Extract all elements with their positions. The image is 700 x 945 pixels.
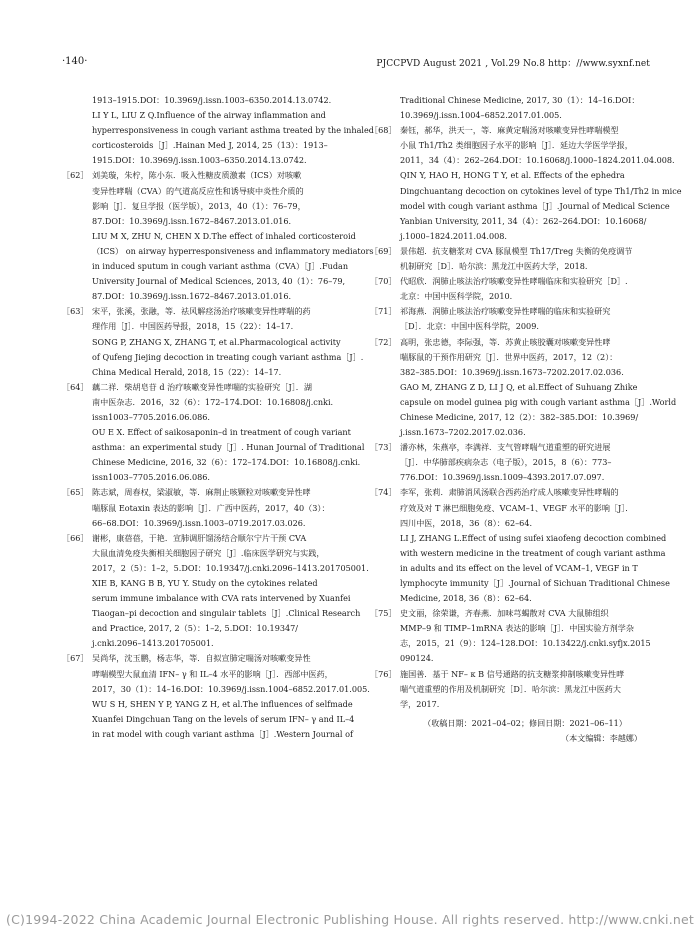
reference-line: Chinese Medicine, 2016, 32（6）：172–174.DOI：10.16808/j.cnki. xyxy=(92,457,361,468)
reference-line: 代昭欣．润肺止咳法治疗咳嗽变异性哮喘临床和实验研究［D］. xyxy=(400,276,628,287)
reference-number: ［64］ xyxy=(62,381,89,392)
received-dates: （收稿日期：2021–04–02；修回日期：2021–06–11） xyxy=(423,717,627,728)
reference-line: QIN Y, HAO H, HONG T Y, et al. Effects of the ephedra xyxy=(400,170,625,181)
reference-line: and Practice, 2017, 2（5）：1–2, 5.DOI：10.19347/ xyxy=(92,623,299,634)
reference-entry xyxy=(62,531,369,652)
reference-line: Medicine, 2018, 36（8）：62–64. xyxy=(400,593,532,604)
reference-line: 施国善．基于 NF– κ B 信号通路的抗支糖浆抑制咳嗽变异性哮 xyxy=(400,668,625,679)
reference-line: China Medical Herald, 2018, 15（22）：14–17. xyxy=(92,366,282,377)
reference-entry xyxy=(370,485,670,606)
reference-entry xyxy=(370,304,650,334)
reference-line: 小鼠 Th1/Th2 类细胞因子水平的影响［J］．延边大学医学学报， xyxy=(400,140,633,151)
reference-entry xyxy=(370,606,650,666)
reference-line: 1915.DOI：10.3969/j.issn.1003–6350.2014.13.0742. xyxy=(92,155,307,166)
reference-line: 景伟超．抗支糖浆对 CVA 豚鼠模型 Th17/Treg 失衡的免疫调节 xyxy=(400,245,633,256)
page-header xyxy=(0,56,700,72)
left-reference-column xyxy=(62,93,374,742)
page-number: ·140· xyxy=(62,56,88,67)
reference-number: ［72］ xyxy=(370,336,397,347)
reference-line: （ICS） on airway hyperresponsiveness and inflammatory mediators xyxy=(92,245,374,256)
reference-line: in adults and its effect on the level of VCAM–1, VEGF in T xyxy=(400,562,638,573)
reference-line: LI Y L, LIU Z Q.Influence of the airway inflammation and xyxy=(92,110,326,121)
reference-line: asthma：an experimental study［J］. Hunan Journal of Traditional xyxy=(92,442,365,453)
reference-line: 高明，张忠德，李际强，等．苏黄止咳胶囊对咳嗽变异性哮 xyxy=(400,336,611,347)
reference-number: ［75］ xyxy=(370,608,397,619)
reference-line: 志，2015，21（9）：124–128.DOI：10.13422/j.cnki.syfjx.2015 xyxy=(400,638,651,649)
reference-entry xyxy=(370,274,650,304)
reference-line: in induced sputum in cough variant asthma（CVA）［J］.Fudan xyxy=(92,261,349,272)
reference-entry xyxy=(62,380,365,486)
reference-number: ［62］ xyxy=(62,170,89,181)
reference-line: serum immune imbalance with CVA rats intervened by Xuanfei xyxy=(92,593,351,604)
reference-line: 机制研究［D］．哈尔滨：黑龙江中医药大学，2018. xyxy=(400,261,588,272)
reference-line: j.1000–1824.2011.04.008. xyxy=(400,230,507,241)
reference-number: ［74］ xyxy=(370,487,397,498)
reference-line: 哮喘模型大鼠血清 IFN– γ 和 IL–4 水平的影响［J］．西部中医药， xyxy=(92,668,333,679)
reference-line: ［J］．中华肺部疾病杂志（电子版），2015，8（6）：773– xyxy=(400,457,612,468)
reference-entry xyxy=(62,651,370,742)
reference-entry xyxy=(370,244,650,274)
reference-line: j.issn.1673–7202.2017.02.036. xyxy=(400,427,526,438)
editor-credit: （本文编辑：李越娜） xyxy=(561,732,642,743)
reference-line: 疗效及对 T 淋巴细胞免疫、VCAM–1、VEGF 水平的影响［J］． xyxy=(400,502,634,513)
reference-line: 宋平，张溪，张融，等．祛风解痉汤治疗咳嗽变异性哮喘的药 xyxy=(92,306,311,317)
reference-line: 潘亦林，朱燕亭，李满祥．支气管哮喘气道重塑的研究进展 xyxy=(400,442,611,453)
right-reference-list xyxy=(370,93,682,712)
reference-number: ［67］ xyxy=(62,653,89,664)
reference-entry xyxy=(370,123,682,244)
reference-line: 秦钰，郝华，洪天一，等．麻黄定喘汤对咳嗽变异性哮喘模型 xyxy=(400,125,619,136)
reference-line: 090124. xyxy=(400,653,434,664)
reference-entry xyxy=(62,304,362,379)
reference-number: ［66］ xyxy=(62,532,89,543)
reference-line: Traditional Chinese Medicine, 2017, 30（1）：14–16.DOI： xyxy=(400,95,640,105)
reference-line: LIU M X, ZHU N, CHEN X D.The effect of inhaled corticosteroid xyxy=(92,230,356,241)
reference-line: corticosteroids［J］.Hainan Med J, 2014, 25（13）：1913– xyxy=(92,140,328,151)
reference-line: 祁海燕．润肺止咳法治疗咳嗽变异性哮喘的临床和实验研究 xyxy=(400,306,611,317)
reference-line: 776.DOI：10.3969/j.issn.1009–4393.2017.07.097. xyxy=(400,472,605,483)
reference-line: 陈志斌，周春权，梁淑敏，等．麻荆止咳颗粒对咳嗽变异性哮 xyxy=(92,487,311,498)
reference-line: 87.DOI：10.3969/j.issn.1672–8467.2013.01.016. xyxy=(92,291,292,302)
reference-line: 吴尚华，沈玉鹏，杨志华，等．自拟宣肺定喘汤对咳嗽变异性 xyxy=(92,653,311,664)
reference-line: 四川中医，2018，36（8）：62–64. xyxy=(400,517,533,528)
reference-line: 李军，张莉．肃肺消风汤联合西药治疗成人咳嗽变异性哮喘的 xyxy=(400,487,619,498)
reference-line: 南中医杂志．2016，32（6）：172–174.DOI：10.16808/j.cnki. xyxy=(92,396,334,407)
reference-line: 66–68.DOI：10.3969/j.issn.1003–0719.2017.03.026. xyxy=(92,517,306,528)
reference-line: 2011，34（4）：262–264.DOI：10.16068/j.1000–1824.2011.04.008. xyxy=(400,155,675,166)
reference-line: model with cough variant asthma［J］.Journal of Medical Science xyxy=(400,200,670,211)
reference-line: 10.3969/j.issn.1004–6852.2017.01.005. xyxy=(400,110,562,121)
reference-line: OU E X. Effect of saikosaponin–d in treatment of cough variant xyxy=(92,427,351,438)
reference-line: 382–385.DOI：10.3969/j.issn.1673–7202.2017.02.036. xyxy=(400,366,624,377)
reference-line: hyperresponsiveness in cough variant asthma treated by the inhaled xyxy=(92,125,374,136)
reference-entry xyxy=(62,485,362,530)
reference-line: 喘豚鼠 Eotaxin 表达的影响［J］．广西中医药，2017，40（3）： xyxy=(92,502,330,513)
reference-number: ［76］ xyxy=(370,668,397,679)
reference-line: lymphocyte immunity［J］.Journal of Sichuan Traditional Chinese xyxy=(400,578,670,588)
reference-line: j.cnki.2096–1413.201705001. xyxy=(92,638,214,649)
reference-line: 大鼠血清免疫失衡相关细胞因子研究［J］.临床医学研究与实践， xyxy=(92,547,325,558)
reference-entry xyxy=(370,335,677,441)
right-reference-column xyxy=(370,93,682,746)
reference-entry xyxy=(370,667,650,712)
reference-line: 87.DOI：10.3969/j.issn.1672–8467.2013.01.016. xyxy=(92,215,292,226)
reference-line: Tiaogan–pi decoction and singulair tablets［J］.Clinical Research xyxy=(92,608,361,619)
reference-line: MMP–9 和 TIMP–1mRNA 表达的影响［J］．中国实验方剂学杂 xyxy=(400,623,634,634)
reference-line: 史文丽，徐荣谦，齐春燕．加味芎蝎散对 CVA 大鼠肺组织 xyxy=(400,608,609,619)
reference-line: capsule on model guinea pig with cough variant asthma［J］.World xyxy=(400,396,677,407)
reference-entry xyxy=(62,168,374,304)
reference-number: ［63］ xyxy=(62,306,89,317)
reference-line: 喘豚鼠的干预作用研究［J］．世界中医药，2017，12（2）： xyxy=(400,351,618,362)
reference-line: 学，2017. xyxy=(400,698,440,709)
reference-line: 1913–1915.DOI：10.3969/j.issn.1003–6350.2014.13.0742. xyxy=(92,95,332,105)
reference-line: 藕二祥．柴胡皂苷 d 治疗咳嗽变异性哮喘的实验研究［J］．湖 xyxy=(92,381,312,392)
reference-number: ［65］ xyxy=(62,487,89,498)
reference-number: ［71］ xyxy=(370,306,397,317)
reference-line: Chinese Medicine, 2017, 12（2）：382–385.DOI：10.3969/ xyxy=(400,411,639,422)
reference-line: LI J, ZHANG L.Effect of using sufei xiaofeng decoction combined xyxy=(400,532,667,543)
reference-line: 刘美璇，朱柠，陈小东．吸入性糖皮质激素（ICS）对咳嗽 xyxy=(92,170,302,181)
reference-continuation xyxy=(62,93,374,168)
reference-line: 2017，30（1）：14–16.DOI：10.3969/j.issn.1004–6852.2017.01.005. xyxy=(92,683,370,694)
reference-line: of Qufeng Jiejing decoction in treating cough variant asthma［J］. xyxy=(92,351,364,362)
reference-line: WU S H, SHEN Y P, YANG Z H, et al.The influences of selfmade xyxy=(92,698,353,709)
reference-line: 谢彬，康蓓蓓，于艳．宣肺调肝馏汤结合顺尔宁片干预 CVA xyxy=(92,532,307,543)
reference-line: issn1003–7705.2016.06.086. xyxy=(92,472,210,483)
reference-continuation xyxy=(370,93,650,123)
reference-number: ［69］ xyxy=(370,245,397,256)
reference-line: 影响［J］．复旦学报（医学版），2013，40（1）：76–79， xyxy=(92,200,306,211)
reference-line: Dingchuantang decoction on cytokines level of type Th1/Th2 in mice xyxy=(400,185,682,196)
copyright-footer: (C)1994-2022 China Academic Journal Electronic Publishing House. All rights reserved. http://www.cnki.net xyxy=(6,912,694,927)
reference-line: 2017，2（5）：1–2，5.DOI：10.19347/j.cnki.2096–1413.201705001. xyxy=(92,562,369,573)
reference-line: SONG P, ZHANG X, ZHANG T, et al.Pharmacological activity xyxy=(92,336,341,347)
reference-entry xyxy=(370,440,650,485)
reference-number: ［70］ xyxy=(370,276,397,287)
reference-line: XIE B, KANG B B, YU Y. Study on the cytokines related xyxy=(92,578,318,588)
reference-line: issn1003–7705.2016.06.086. xyxy=(92,411,210,422)
reference-number: ［68］ xyxy=(370,125,397,136)
reference-line: Xuanfei Dingchuan Tang on the levels of serum IFN– γ and IL–4 xyxy=(92,713,355,724)
reference-line: 喘气道重塑的作用及机制研究［D］．哈尔滨：黑龙江中医药大 xyxy=(400,683,621,694)
reference-line: with western medicine in the treatment of cough variant asthma xyxy=(400,547,666,558)
reference-line: in rat model with cough variant asthma［J］.Western Journal of xyxy=(92,728,353,739)
reference-line: 北京：中国中医科学院，2010. xyxy=(400,291,513,302)
reference-line: Yanbian University, 2011, 34（4）：262–264.DOI：10.16068/ xyxy=(400,215,647,226)
reference-line: ［D］．北京：中国中医科学院，2009. xyxy=(400,321,539,332)
reference-number: ［73］ xyxy=(370,442,397,453)
journal-info: PJCCPVD August 2021 , Vol.29 No.8 http：//www.syxnf.net xyxy=(376,59,650,69)
reference-line: 变异性哮喘（CVA）的气道高反应性和诱导痰中炎性介质的 xyxy=(92,185,304,196)
reference-line: GAO M, ZHANG Z D, LI J Q, et al.Effect of Suhuang Zhike xyxy=(400,381,638,392)
reference-line: University Journal of Medical Sciences, 2013, 40（1）：76–79, xyxy=(92,276,346,287)
reference-line: 理作用［J］．中国医药导报，2018，15（22）：14–17. xyxy=(92,321,294,332)
